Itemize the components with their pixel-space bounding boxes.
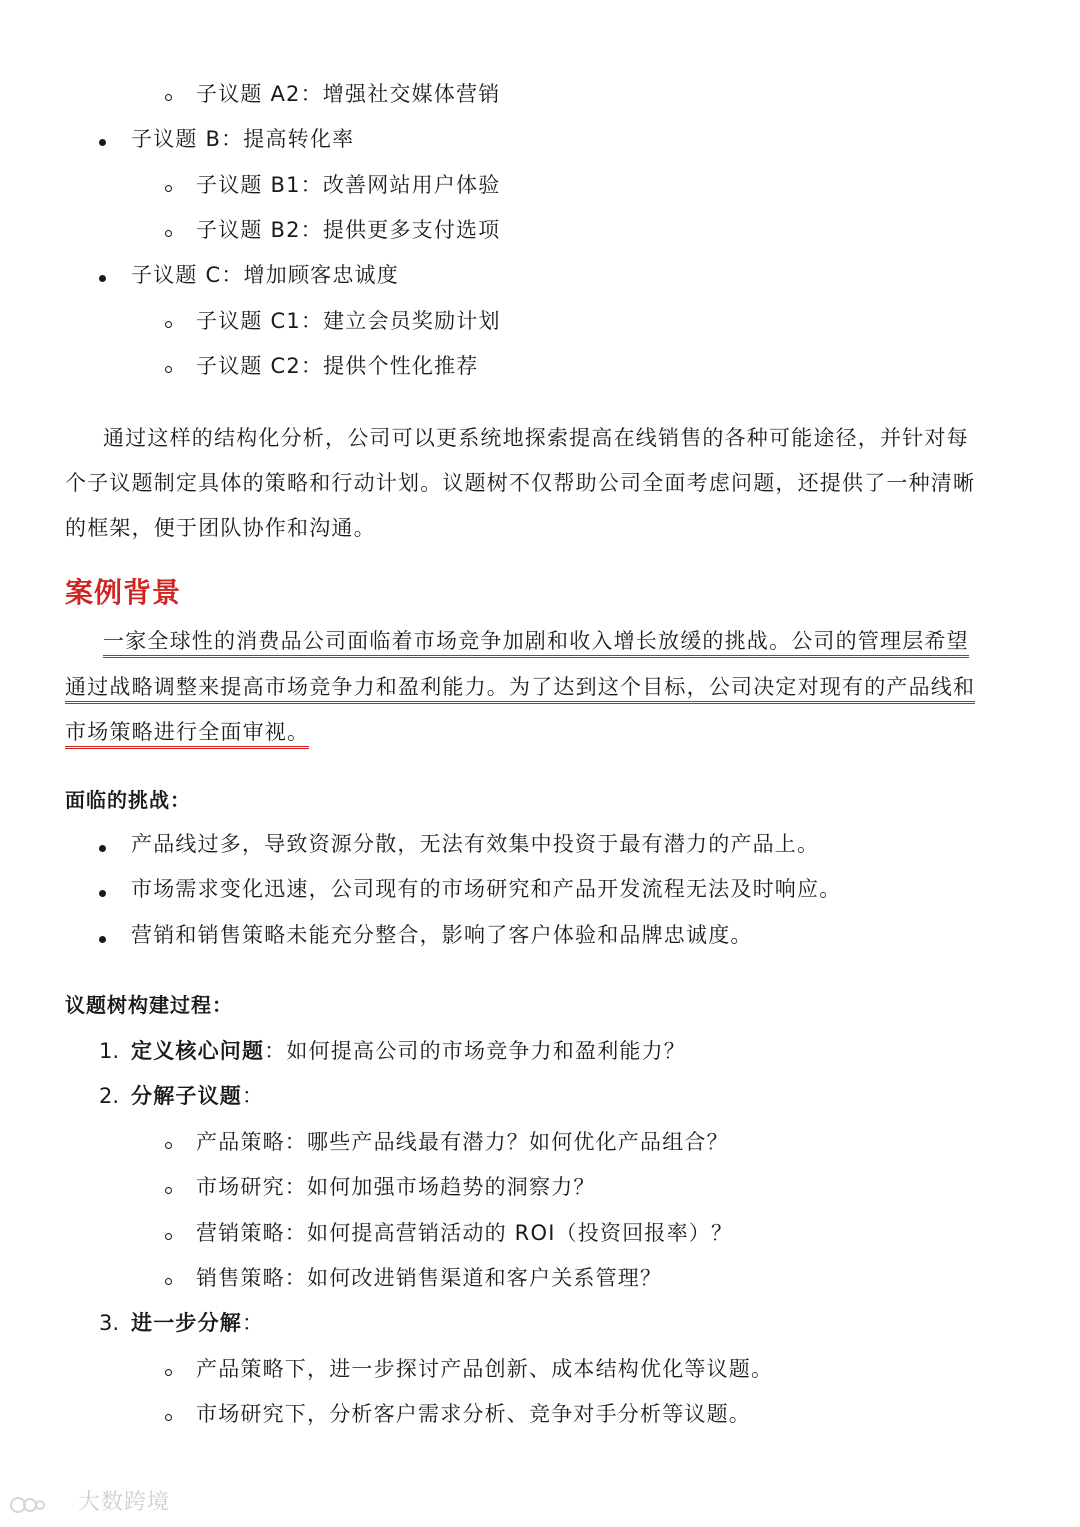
sub-bullet-a2: [165, 94, 172, 101]
step-3-text: ：: [242, 1311, 265, 1335]
bullet-b: [99, 139, 106, 146]
step-3-sub-bullet-2: [165, 1414, 172, 1421]
step-3-term: 进一步分解: [131, 1311, 242, 1335]
challenge-bullet-3: [99, 936, 106, 943]
step-2-item-3: 营销策略：如何提高营销活动的 ROI（投资回报率）？: [196, 1221, 734, 1245]
summary-line-2: 个子议题制定具体的策略和行动计划。议题树不仅帮助公司全面考虑问题，还提供了一种清晰: [65, 471, 976, 495]
sub-bullet-b1: [165, 185, 172, 192]
case-line-2: [65, 672, 975, 702]
case-line-1-text: 一家全球性的消费品公司面临着市场竞争加剧和收入增长放缓的挑战。公司的管理层希望: [103, 629, 969, 658]
tree-item-b1: 子议题 B1：改善网站用户体验: [196, 173, 501, 197]
step-2-sub-bullet-1: [165, 1142, 172, 1149]
tree-item-b: 子议题 B：提高转化率: [131, 127, 355, 151]
case-heading: 案例背景: [65, 576, 182, 609]
summary-line-1: 通过这样的结构化分析，公司可以更系统地探索提高在线销售的各种可能途径，并针对每: [103, 426, 969, 450]
watermark-text: 大数跨境: [78, 1490, 171, 1515]
step-1-text: ：如何提高公司的市场竞争力和盈利能力？: [264, 1039, 687, 1063]
step-2-sub-bullet-4: [165, 1278, 172, 1285]
tree-item-a2: 子议题 A2：增强社交媒体营销: [196, 82, 501, 106]
step-3-item-2: 市场研究下，分析客户需求分析、竞争对手分析等议题。: [196, 1402, 751, 1426]
step-2-term: 分解子议题: [131, 1084, 242, 1108]
sub-bullet-c1: [165, 321, 172, 328]
step-2-text: ：: [242, 1084, 265, 1108]
step-3-sub-bullet-1: [165, 1369, 172, 1376]
step-2-sub-bullet-2: [165, 1187, 172, 1194]
tree-item-c: 子议题 C：增加顾客忠诚度: [131, 263, 399, 287]
step-1: [131, 1036, 686, 1066]
sub-bullet-b2: [165, 230, 172, 237]
sub-bullet-c2: [165, 366, 172, 373]
process-label: 议题树构建过程：: [65, 993, 233, 1017]
step-1-number: 1.: [99, 1039, 120, 1063]
challenge-bullet-2: [99, 890, 106, 897]
step-3: [131, 1308, 264, 1338]
step-2-item-1: 产品策略：哪些产品线最有潜力？如何优化产品组合？: [196, 1130, 729, 1154]
step-3-item-1: 产品策略下，进一步探讨产品创新、成本结构优化等议题。: [196, 1357, 774, 1381]
challenges-label: 面临的挑战：: [65, 788, 191, 812]
challenge-item-3: 营销和销售策略未能充分整合，影响了客户体验和品牌忠诚度。: [131, 923, 753, 947]
tree-item-c1: 子议题 C1：建立会员奖励计划: [196, 309, 501, 333]
step-1-term: 定义核心问题: [131, 1039, 265, 1063]
watermark-logo-icon: [8, 1494, 70, 1516]
step-2-item-4: 销售策略：如何改进销售渠道和客户关系管理？: [196, 1266, 663, 1290]
tree-item-c2: 子议题 C2：提供个性化推荐: [196, 354, 479, 378]
case-line-1: [103, 626, 969, 656]
step-2-item-2: 市场研究：如何加强市场趋势的洞察力？: [196, 1175, 596, 1199]
challenge-item-2: 市场需求变化迅速，公司现有的市场研究和产品开发流程无法及时响应。: [131, 877, 842, 901]
tree-item-b2: 子议题 B2：提供更多支付选项: [196, 218, 501, 242]
case-line-3: [65, 717, 309, 747]
step-2: [131, 1081, 264, 1111]
case-line-3-text: 市场策略进行全面审视。: [65, 720, 309, 749]
case-line-2-text: 通过战略调整来提高市场竞争力和盈利能力。为了达到这个目标，公司决定对现有的产品线和: [65, 675, 975, 704]
step-2-number: 2.: [99, 1084, 120, 1108]
step-2-sub-bullet-3: [165, 1233, 172, 1240]
step-3-number: 3.: [99, 1311, 120, 1335]
challenge-bullet-1: [99, 845, 106, 852]
summary-line-3: 的框架，便于团队协作和沟通。: [65, 516, 376, 540]
bullet-c: [99, 275, 106, 282]
challenge-item-1: 产品线过多，导致资源分散，无法有效集中投资于最有潜力的产品上。: [131, 832, 820, 856]
